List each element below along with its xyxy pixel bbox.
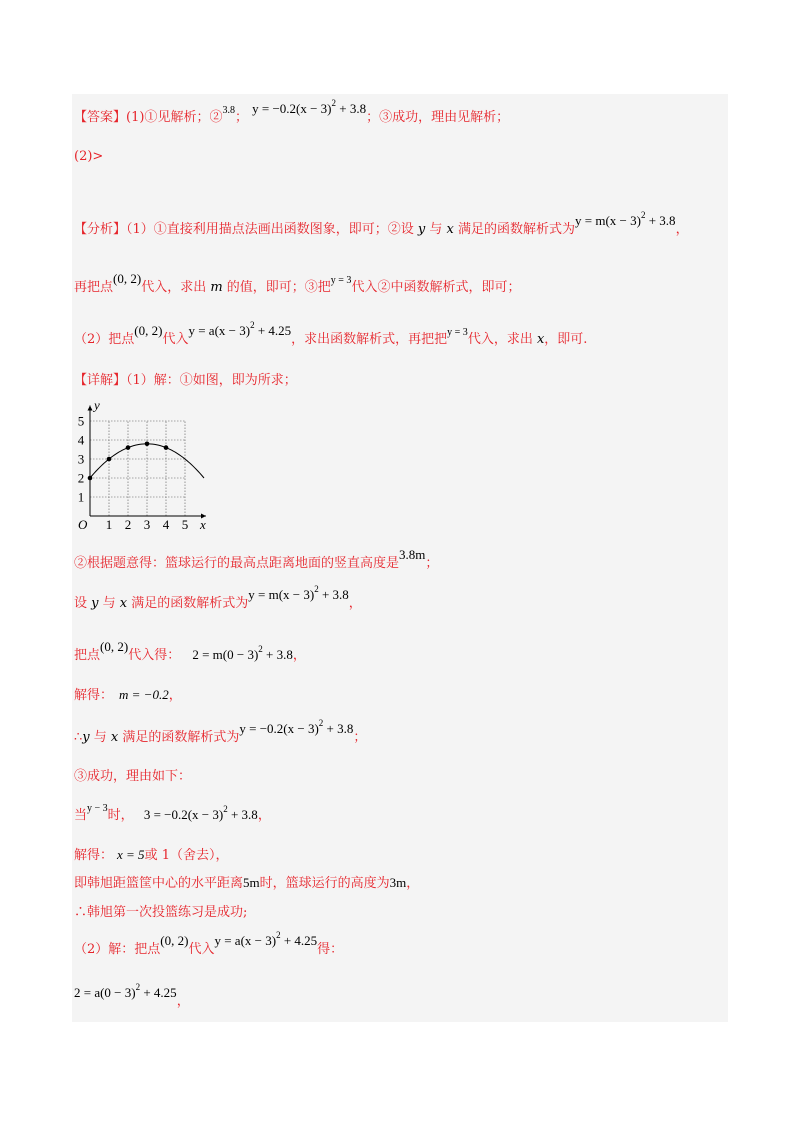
answer-line-2: (2)> — [74, 149, 104, 164]
detail-line-9: 解得： x = 5或 1（舍去）， — [74, 847, 229, 863]
detail-line-7: ③成功，理由如下： — [74, 769, 192, 784]
x-tick-label: 3 — [143, 517, 151, 532]
detail-line-1: 【详解】（1）解：①如图，即为所求； — [74, 373, 297, 388]
y-axis-label: y — [94, 397, 100, 413]
detail-line-4: 把点(0, 2)代入得： $2 = m(0 - 3)^2 + 3.8$， — [74, 639, 306, 663]
analysis-formula-1: $y = m(x - 3)^2 + 3.8$ — [575, 210, 676, 228]
detail-line-8: 当$^{y - 3}$时， $3 = -0.2(x - 3)^2 + 3.8$， — [74, 803, 271, 823]
detail-line-2: ②根据题意得：篮球运行的最高点距离地面的竖直高度是3.8m； — [74, 547, 439, 571]
y-tick-label: 5 — [77, 413, 85, 429]
detail-line-11: ∴韩旭第一次投篮练习是成功; — [74, 905, 248, 920]
y-tick-label: 3 — [77, 451, 85, 467]
detail-line-5: 解得： m = −0.2， — [74, 687, 182, 703]
x-tick-label: 1 — [105, 517, 113, 532]
detail-line-12: （2）解：把点(0, 2)代入$y = a(x - 3)^2 + 4.25$得： — [74, 930, 344, 957]
x-tick-label: 2 — [124, 517, 132, 532]
y-axis-arrow — [88, 406, 93, 411]
y-tick-label: 2 — [77, 470, 85, 486]
y-tick-label: 4 — [77, 432, 85, 448]
analysis-line-2: 再把点(0, 2)代入，求出 m 的值，即可；③把$^{y = 3}$代入②中函数解析式，即可； — [74, 271, 521, 295]
parabola-chart — [72, 394, 212, 534]
analysis-formula-2: $y = a(x - 3)^2 + 4.25$ — [188, 320, 292, 338]
detail-line-10: 即韩旭距篮筐中心的水平距离5m时，篮球运行的高度为3m， — [74, 875, 420, 891]
data-point — [126, 445, 131, 450]
solution-panel — [72, 94, 728, 1022]
data-point — [145, 442, 150, 447]
answer-tag: 【答案】 — [74, 110, 127, 125]
analysis-line-3: （2）把点(0, 2)代入$y = a(x - 3)^2 + 4.25$，求出函数解析式，再把把$^{y = 3}$代入，求出 x，即可. — [74, 320, 588, 347]
data-point — [88, 476, 93, 481]
answer-line: 【答案】(1)①见解析；②$^{3.8}$； $y = -0.2(x - 3)^2 + 3.8$；③成功，理由见解析； — [74, 98, 510, 125]
answer-formula: $y = -0.2(x - 3)^2 + 3.8$ — [252, 98, 367, 116]
data-point — [164, 445, 169, 450]
detail-line-3: 设 y 与 x 满足的函数解析式为$y = m(x - 3)^2 + 3.8$， — [74, 584, 362, 611]
analysis-line-1: 【分析】（1）①直接利用描点法画出函数图象，即可；②设 y 与 x 满足的函数解析式为$y = m(x - 3)^2 + 3.8$， — [74, 210, 689, 237]
y-tick-label: 1 — [77, 489, 85, 505]
origin-label: O — [78, 517, 88, 532]
x-tick-label: 5 — [181, 517, 189, 532]
x-axis-label: x — [200, 517, 206, 532]
x-tick-label: 4 — [162, 517, 170, 532]
data-point — [107, 457, 112, 462]
detail-line-13: $2 = a(0 - 3)^2 + 4.25$， — [74, 982, 190, 1009]
detail-line-6: ∴y 与 x 满足的函数解析式为$y = -0.2(x - 3)^2 + 3.8$； — [74, 718, 367, 745]
